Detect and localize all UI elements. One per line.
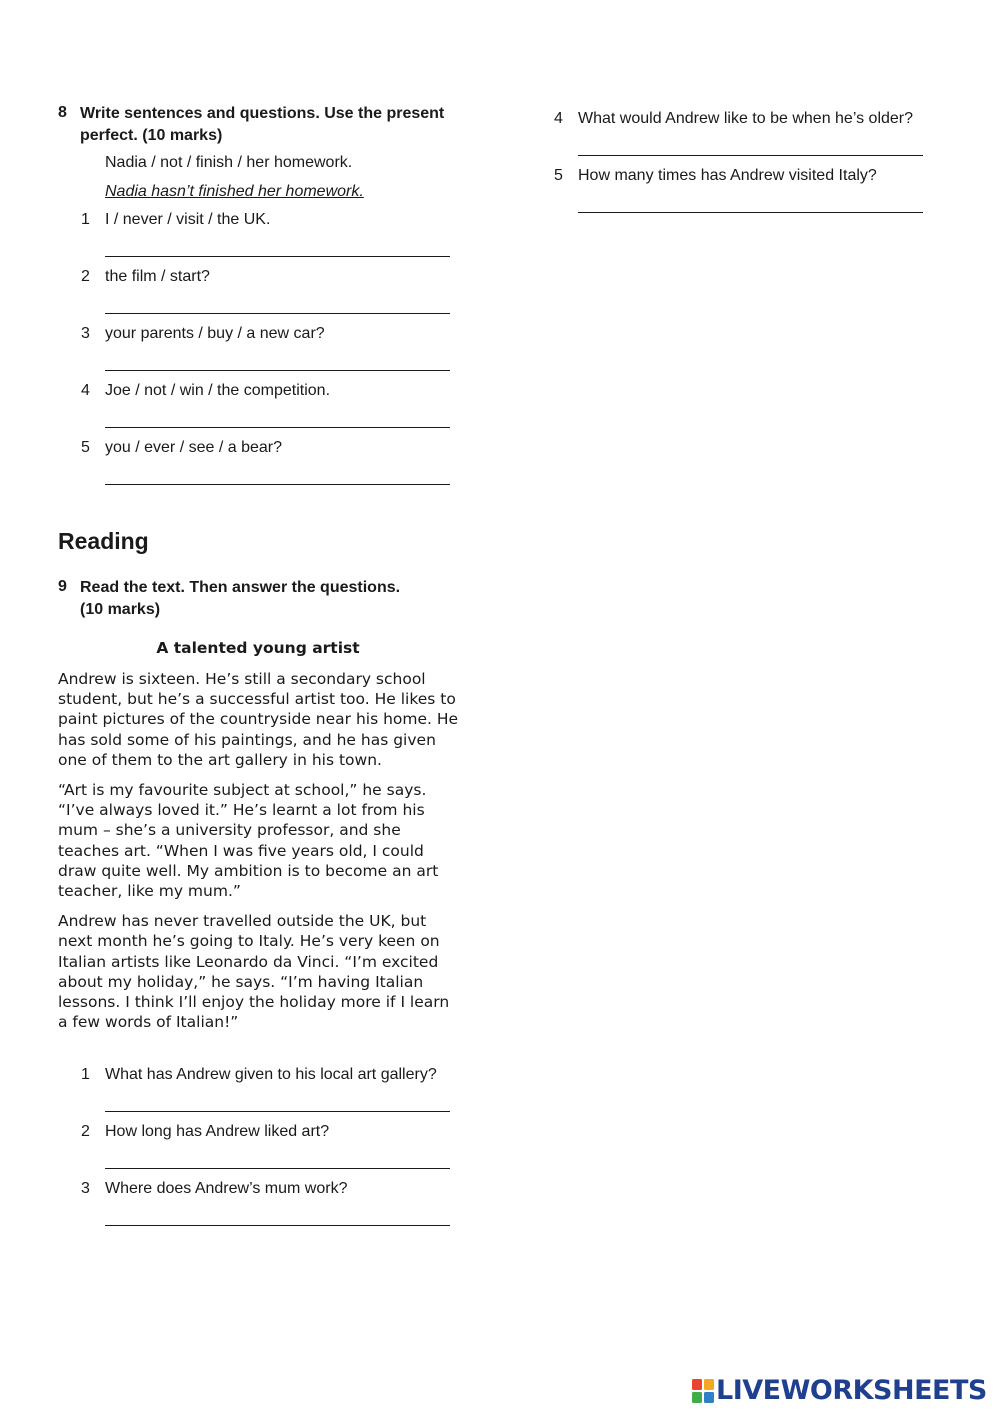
item-number: 4 (81, 382, 90, 399)
question-number: 4 (554, 110, 563, 127)
item-number: 3 (81, 325, 90, 342)
answer-line-8-5[interactable] (105, 484, 450, 485)
answer-line-8-1[interactable] (105, 256, 450, 257)
question-text: What would Andrew like to be when he’s older? (578, 110, 914, 127)
story-paragraph-3: Andrew has never travelled outside the UK, but next month he’s going to Italy. He’s very keen on Italian artists like Leonardo da Vinci. “I’m excited about my holiday,” he says. “I’m having Italian lessons. I think I’ll enjoy the holiday more if I learn a few words of Italian!” (58, 912, 450, 1032)
answer-line-8-3[interactable] (105, 370, 450, 371)
reading-heading: Reading (58, 528, 149, 554)
answer-line-9-2[interactable] (105, 1168, 450, 1169)
answer-line-9-4[interactable] (578, 155, 923, 156)
exercise-8-title-line1: Write sentences and questions. Use the present (80, 105, 445, 122)
item-prompt: your parents / buy / a new car? (105, 325, 325, 342)
story-paragraph-2: “Art is my favourite subject at school,” he says. “I’ve always loved it.” He’s learnt a lot from his mum – she’s a university professor, and she teaches art. “When I was five years old, I could draw quite well. My ambition is to become an art teacher, like my mum.” (58, 781, 439, 901)
exercise-8-number: 8 (58, 104, 67, 121)
question-text: What has Andrew given to his local art gallery? (105, 1066, 437, 1083)
exercise-9-title-line1: Read the text. Then answer the questions. (80, 579, 401, 596)
story-paragraph-1: Andrew is sixteen. He’s still a secondary school student, but he’s a successful artist too. He likes to paint pictures of the countryside near his home. He has sold some of his paintings, and he has given one of them to the art gallery in his town. (58, 670, 459, 769)
item-prompt: the film / start? (105, 268, 210, 285)
exercise-9-number: 9 (58, 578, 67, 595)
story-title: A talented young artist (156, 639, 360, 657)
question-number: 5 (554, 167, 563, 184)
item-number: 5 (81, 439, 90, 456)
exercise-8-title-line2: perfect. (10 marks) (80, 127, 223, 144)
logo-blocks-icon (692, 1379, 714, 1403)
story-text (58, 669, 463, 1042)
item-prompt: I / never / visit / the UK. (105, 211, 271, 228)
example-answer: Nadia hasn’t finished her homework. (105, 183, 364, 200)
brand-name: LIVEWORKSHEETS (716, 1375, 987, 1406)
liveworksheets-logo[interactable] (692, 1375, 992, 1407)
item-number: 2 (81, 268, 90, 285)
question-text: How many times has Andrew visited Italy? (578, 167, 877, 184)
question-number: 1 (81, 1066, 90, 1083)
answer-line-9-5[interactable] (578, 212, 923, 213)
answer-line-9-3[interactable] (105, 1225, 450, 1226)
example-prompt: Nadia / not / finish / her homework. (105, 154, 353, 171)
question-text: Where does Andrew’s mum work? (105, 1180, 348, 1197)
item-prompt: Joe / not / win / the competition. (105, 382, 331, 399)
exercise-9-title (80, 577, 500, 621)
answer-line-8-2[interactable] (105, 313, 450, 314)
question-number: 2 (81, 1123, 90, 1140)
question-text: How long has Andrew liked art? (105, 1123, 330, 1140)
answer-line-8-4[interactable] (105, 427, 450, 428)
item-number: 1 (81, 211, 90, 228)
item-prompt: you / ever / see / a bear? (105, 439, 282, 456)
answer-line-9-1[interactable] (105, 1111, 450, 1112)
question-number: 3 (81, 1180, 90, 1197)
exercise-8-title (80, 103, 500, 147)
exercise-9-title-line2: (10 marks) (80, 601, 161, 618)
